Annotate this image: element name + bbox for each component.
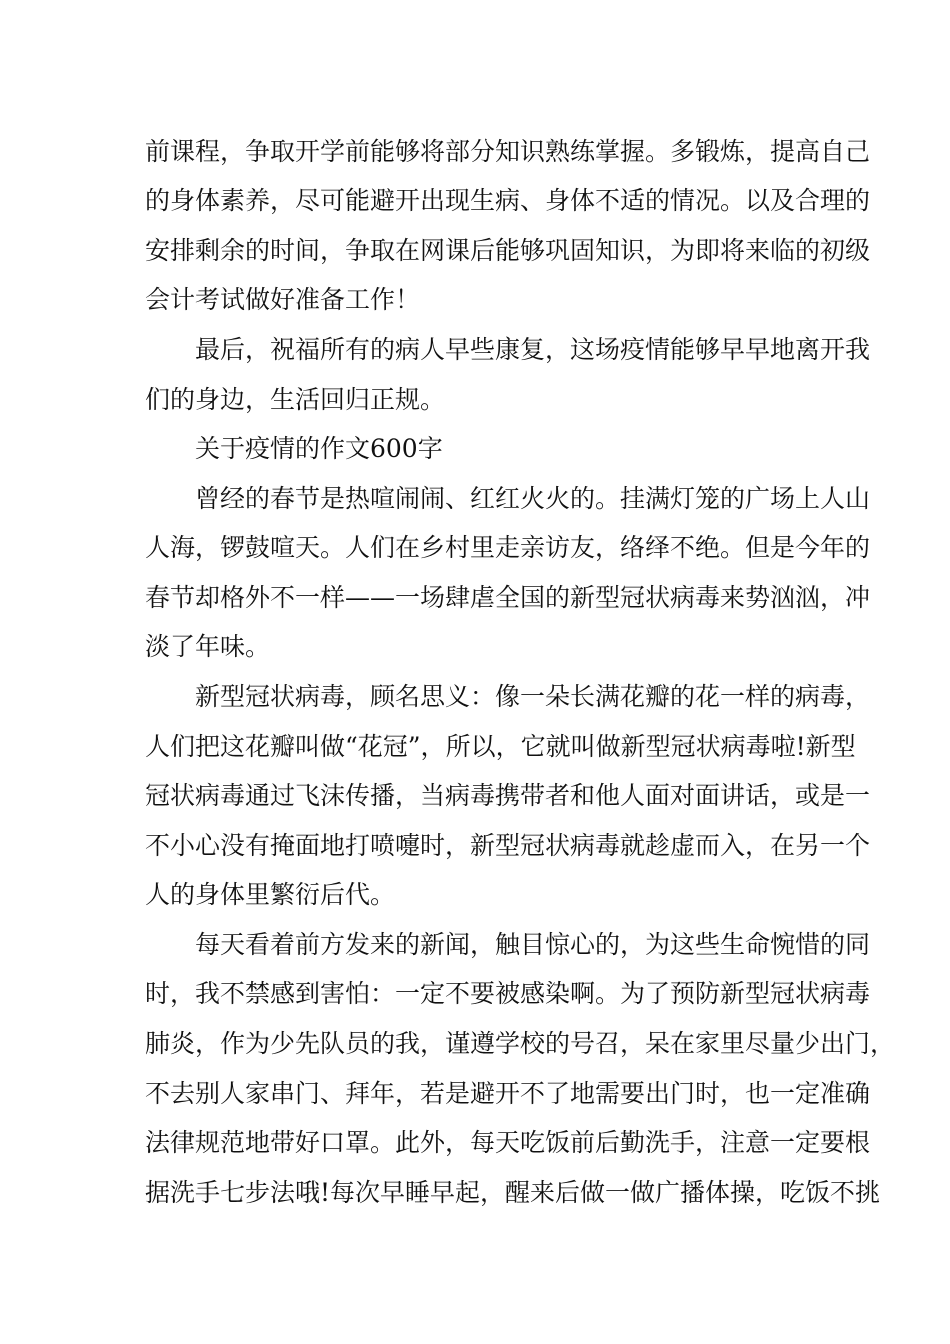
text-line: 冠状病毒通过飞沫传播，当病毒携带者和他人面对面讲话，或是一 bbox=[145, 781, 871, 810]
text-line: 时，我不禁感到害怕：一定不要被感染啊。为了预防新型冠状病毒 bbox=[145, 979, 871, 1008]
text-line: 春节却格外不一样——一场肆虐全国的新型冠状病毒来势汹汹，冲 bbox=[145, 583, 871, 612]
text-line: 人们把这花瓣叫做“花冠”，所以，它就叫做新型冠状病毒啦!新型 bbox=[145, 732, 856, 761]
text-line: 前课程，争取开学前能够将部分知识熟练掌握。多锻炼，提高自己 bbox=[145, 137, 871, 166]
text-line: 会计考试做好准备工作！ bbox=[145, 285, 421, 314]
text-line: 淡了年味。 bbox=[145, 632, 271, 661]
section-heading: 关于疫情的作文600字 bbox=[145, 434, 443, 463]
text-line: 曾经的春节是热喧闹闹、红红火火的。挂满灯笼的广场上人山 bbox=[145, 484, 871, 513]
text-line: 不小心没有掩面地打喷嚏时，新型冠状病毒就趁虚而入，在另一个 bbox=[145, 831, 871, 860]
text-line: 们的身边，生活回归正规。 bbox=[145, 385, 446, 414]
text-line: 最后，祝福所有的病人早些康复，这场疫情能够早早地离开我 bbox=[145, 335, 871, 364]
text-line: 法律规范地带好口罩。此外，每天吃饭前后勤洗手，注意一定要根 bbox=[145, 1128, 871, 1157]
text-line: 的身体素养，尽可能避开出现生病、身体不适的情况。以及合理的 bbox=[145, 186, 871, 215]
text-line: 人海，锣鼓喧天。人们在乡村里走亲访友，络绎不绝。但是今年的 bbox=[145, 533, 871, 562]
text-line: 人的身体里繁衍后代。 bbox=[145, 880, 396, 909]
text-line: 每天看着前方发来的新闻，触目惊心的，为这些生命惋惜的同 bbox=[145, 930, 871, 959]
text-line: 据洗手七步法哦!每次早睡早起，醒来后做一做广播体操，吃饭不挑 bbox=[145, 1178, 881, 1207]
text-line: 肺炎，作为少先队员的我，谨遵学校的号召，呆在家里尽量少出门， bbox=[145, 1029, 896, 1058]
text-line: 不去别人家串门、拜年，若是避开不了地需要出门时，也一定准确 bbox=[145, 1079, 871, 1108]
text-line: 新型冠状病毒，顾名思义：像一朵长满花瓣的花一样的病毒， bbox=[145, 682, 871, 711]
text-line: 安排剩余的时间，争取在网课后能够巩固知识，为即将来临的初级 bbox=[145, 236, 871, 265]
